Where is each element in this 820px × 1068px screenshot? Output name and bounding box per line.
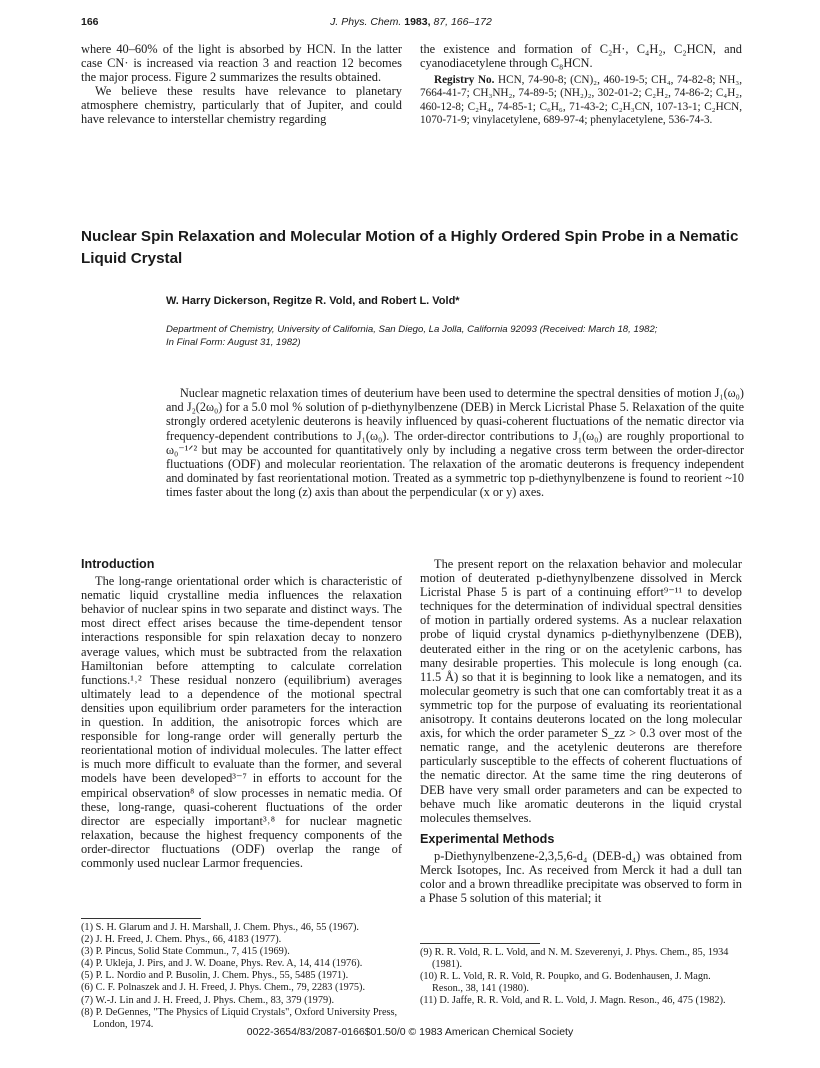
reference-item: (1) S. H. Glarum and J. H. Marshall, J. Chem. Phys., 46, 55 (1967). — [81, 922, 359, 933]
references-right — [420, 947, 742, 1007]
right-body-column — [420, 557, 742, 905]
body-paragraph: p-Diethynylbenzene-2,3,5,6-d₄ (DEB-d₄) was obtained from Merck Isotopes, Inc. As received from Merck it had a dull tan color and a brown threadlike precipitate was observed to form in a Phase 5 solution of this material; it — [420, 848, 742, 906]
continuation-paragraph: the existence and formation of C₂H·, C₄H₂, C₂HCN, and cyanodiacetylene through C₈HCN. — [420, 42, 742, 71]
registry-numbers — [420, 74, 742, 127]
reference-item: (4) P. Ukleja, J. Pirs, and J. W. Doane, Phys. Rev. A, 14, 414 (1976). — [81, 958, 363, 970]
continuation-right — [420, 42, 742, 127]
registry-text: HCN, 74-90-8; (CN)₂, 460-19-5; CH₄, 74-82-8; NH₃, 7664-41-7; CH₃NH₂, 74-89-5; (NH₂)₂, 302-01-2; C₂H₂, 74-86-2; C₄H₂, 460-12-8; C₂H₄, 74-85-1; C₆H₆, 71-43-2; C₂H₃CN, 107-13-1; C₂HCN, 1070-71-9; vinylacetylene, 689-97-4; phenylacetylene, 536-74-3. — [420, 74, 742, 126]
footnote-rule — [81, 918, 201, 919]
section-heading: Introduction — [81, 557, 155, 571]
affiliation-line: Department of Chemistry, University of California, San Diego, La Jolla, California 92093 (Received: March 18, 1982; — [166, 324, 658, 335]
abstract-text: Nuclear magnetic relaxation times of deuterium have been used to determine the spectral densities of motion J₁(ω₀) and J₂(2ω₀) for a 5.0 mol % solution of p-diethynylbenzene (DEB) in Merck Licristal Phase 5. Relaxation of the quite strongly ordered acetylenic deuterons is heavily influenced by quasi-coherent fluctuations of the nematic director via frequency-dependent contributions to J₁(ω₀). The order-director contributions to J₁(ω₀) are roughly proportional to ω₀⁻¹ᐟ² but may be accounted for quantitatively only by including a negative cross term between the order-director fluctuations (ODF) and molecular reorientation. The relaxation of the aromatic deuterons is frequency independent and dominated by fast reorientational motion. Treated as a symmetric top p-diethynylbenzene is found to reorient ~10 times faster about the long (z) axis than about the perpendicular (x or y) axes. — [166, 386, 744, 500]
article-abstract — [166, 386, 744, 500]
reference-item: (9) R. R. Vold, R. L. Vold, and N. M. Szeverenyi, J. Phys. Chem., 85, 1934 (1981). — [420, 947, 729, 971]
reference-item: (6) C. F. Polnaszek and J. H. Freed, J. Phys. Chem., 79, 2283 (1975). — [81, 982, 366, 994]
reference-item: (3) P. Pincus, Solid State Commun., 7, 415 (1969). — [81, 946, 290, 958]
running-header — [81, 16, 741, 32]
article-authors: W. Harry Dickerson, Regitze R. Vold, and Robert L. Vold* — [166, 295, 460, 307]
body-paragraph: The long-range orientational order which is characteristic of nematic liquid crystalline media influences the relaxation behavior of nuclear spins in two separate and distinct ways. The most direct effect arises because the time-dependent tensor interactions responsible for spin relaxation decay to nonzero average values, which must be subtracted from the relaxation Hamiltonian before attempting to calculate correlation functions.¹˒² These residual nonzero (equilibrium) averages ultimately lead to a dependence of the motional spectral densities upon equilibrium order parameters for the interaction in question. In addition, the anisotropic forces which are responsible for long-range order will generally perturb the reorientational motion of individual molecules. The latter effect is much more difficult to evaluate than the former, and several models have been developed³⁻⁷ in efforts to account for the empirical observation⁸ of slow processes in nematic media. Of these, long-range, quasi-coherent fluctuations of the order director are especially important³˒⁸ for nuclear magnetic relaxation, because the highest frequency components of the order-director fluctuations (ODF) overlap the range of commonly used nuclear Larmor frequencies. — [81, 574, 402, 870]
affiliation-line: In Final Form: August 31, 1982) — [166, 337, 301, 349]
references-left — [81, 922, 403, 1031]
body-paragraph: The present report on the relaxation behavior and molecular motion of deuterated p-diethynylbenzene dissolved in Merck Licristal Phase 5 is part of a continuing effort⁹⁻¹¹ to develop techniques for the determination of individual spectral densities of motion in partially ordered systems. As a nuclear relaxation probe of liquid crystal dynamics p-diethynylbenzene (DEB), deuterated either in the ring or on the acetylenic carbons, has many desirable properties. This molecule is long enough (ca. 11.5 Å) so that it is beginning to look like a nematogen, and its molecular geometry is such that one can comfortably treat it as a symmetric top for the purpose of evaluating its reorientational anisotropy. It contains deuterons located on the long molecular axis, for which the order parameter S_zz > 0.3 over most of the nematic range, and the acetylenic deuterons are therefore particularly susceptible to the effects of coherent fluctuations of the nematic director. At the same time the ring deuterons of DEB have very small order parameters and can be expected to behave much like aromatic deuterons in the liquid crystal molecules themselves. — [420, 557, 742, 825]
introduction-section — [81, 557, 402, 870]
reference-item: (8) P. DeGennes, "The Physics of Liquid Crystals", Oxford University Press, London, 1974. — [81, 1006, 398, 1030]
article-title: Nuclear Spin Relaxation and Molecular Motion of a Highly Ordered Spin Probe in a Nematic Liquid Crystal — [81, 228, 739, 267]
article-affiliation — [166, 323, 736, 350]
journal-volume-pages: 87, 166–172 — [433, 16, 492, 28]
continuation-paragraph: We believe these results have relevance to planetary atmosphere chemistry, particularly that of Jupiter, and could have relevance to interstellar chemistry regarding — [81, 84, 402, 127]
journal-year: 1983, — [404, 16, 431, 28]
reference-item: (2) J. H. Freed, J. Chem. Phys., 66, 4183 (1977). — [81, 934, 282, 946]
continuation-left — [81, 42, 402, 127]
journal-name: J. Phys. Chem. — [330, 16, 402, 28]
reference-item: (10) R. L. Vold, R. R. Vold, R. Poupko, and G. Bodenhausen, J. Magn. Reson., 38, 141 (1980). — [420, 971, 711, 995]
copyright-footer: 0022-3654/83/2087-0166$01.50/0 © 1983 American Chemical Society — [246, 1026, 574, 1038]
continuation-paragraph: where 40–60% of the light is absorbed by HCN. In the latter case CN· is increased via reaction 3 and reaction 12 becomes the major process. Figure 2 summarizes the results obtained. — [81, 42, 402, 85]
section-heading: Experimental Methods — [420, 831, 555, 846]
reference-item: (7) W.-J. Lin and J. H. Freed, J. Phys. Chem., 83, 379 (1979). — [81, 994, 335, 1006]
footnote-rule — [420, 943, 540, 944]
reference-item: (5) P. L. Nordio and P. Busolin, J. Chem. Phys., 55, 5485 (1971). — [81, 970, 349, 982]
reference-item: (11) D. Jaffe, R. R. Vold, and R. L. Vold, J. Magn. Reson., 46, 475 (1982). — [420, 995, 726, 1007]
registry-label: Registry No. — [434, 74, 495, 87]
page-number: 166 — [81, 16, 99, 28]
journal-citation — [81, 16, 741, 28]
